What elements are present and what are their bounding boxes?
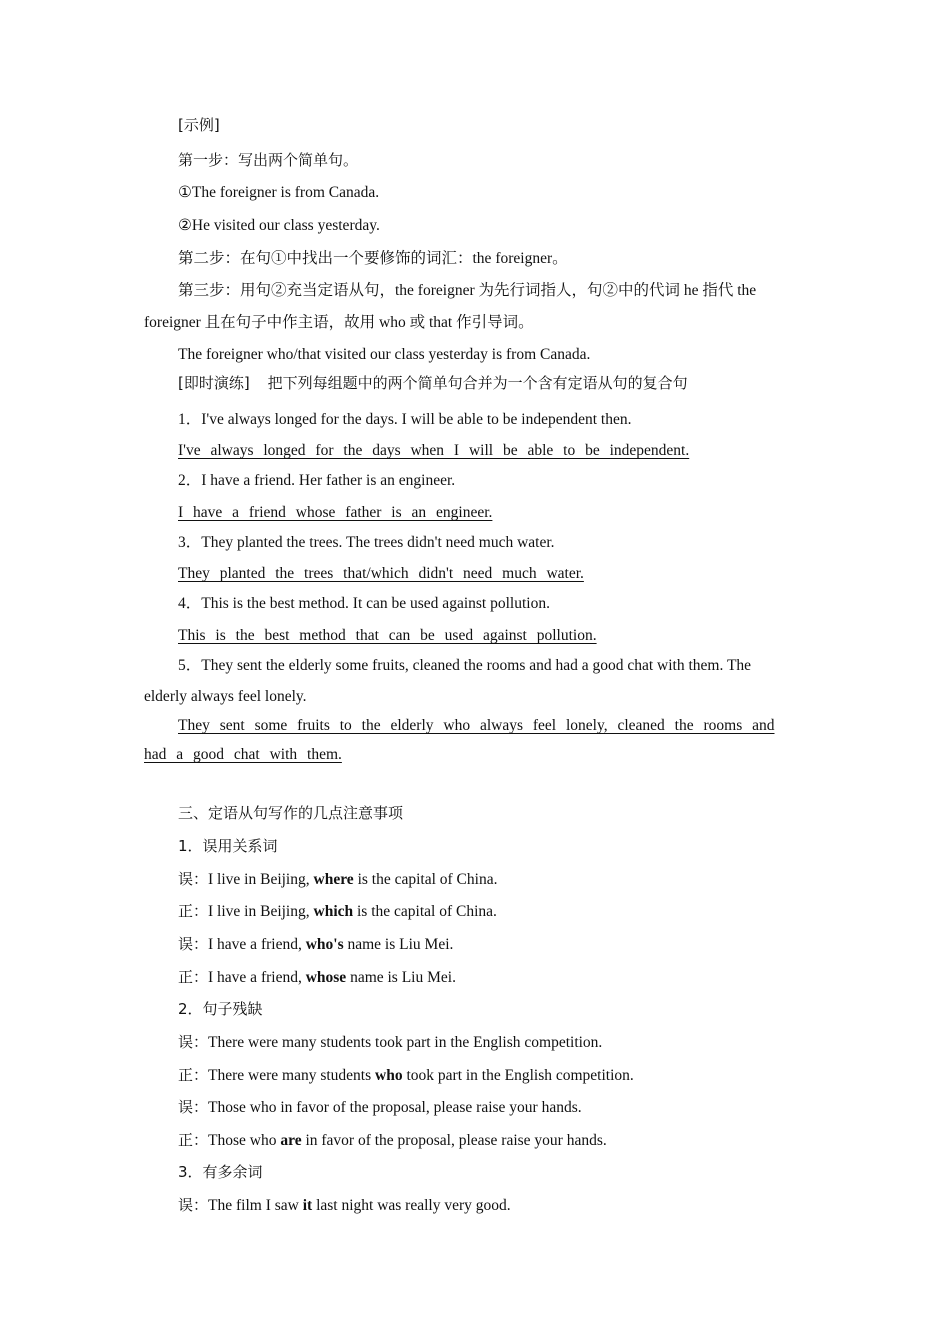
practice-header: [178, 373, 810, 394]
example-text: took part in the English competition.: [402, 1067, 634, 1084]
example-text: Those who in favor of the proposal, please raise your hands.: [208, 1099, 582, 1116]
notes-subheading-3: 3．有多余词: [178, 1163, 263, 1181]
example-text: The film I saw: [208, 1197, 303, 1214]
example-text: I live in Beijing,: [208, 871, 314, 888]
wrong-label: 误：: [178, 935, 209, 953]
practice-answer-1: I've always longed for the days when I will be able to be independent.: [178, 442, 690, 459]
example-text: is the capital of China.: [353, 903, 497, 920]
practice-question-5-line2: elderly always feel lonely.: [144, 688, 307, 705]
simple-sentence-2: ②He visited our class yesterday.: [178, 217, 380, 234]
wrong-label: 误：: [178, 1098, 209, 1116]
example-text: name is Liu Mei.: [343, 936, 454, 953]
right-example-4: [178, 1130, 810, 1151]
practice-answer-5-line2: had a good chat with them.: [144, 746, 342, 763]
wrong-example-3: [178, 1032, 810, 1053]
example-text: I have a friend,: [208, 969, 306, 986]
notes-subheading-2: 2．句子残缺: [178, 1000, 263, 1018]
right-label: 正：: [178, 902, 209, 920]
example-keyword: where: [313, 871, 354, 888]
combined-sentence: The foreigner who/that visited our class yesterday is from Canada.: [178, 346, 591, 363]
practice-heading: [即时演练]: [178, 374, 250, 392]
notes-heading: 三、定语从句写作的几点注意事项: [178, 804, 404, 822]
right-example-1: [178, 901, 810, 922]
example-keyword: whose: [305, 969, 347, 986]
wrong-example-2: [178, 934, 810, 955]
example-text: last night was really very good.: [312, 1197, 511, 1214]
practice-answer-2: I have a friend whose father is an engineer.: [178, 504, 493, 521]
right-label: 正：: [178, 1131, 209, 1149]
wrong-label: 误：: [178, 870, 209, 888]
practice-question-5-line1: 5．They sent the elderly some fruits, cleaned the rooms and had a good chat with them. The: [178, 657, 752, 674]
example-keyword: are: [280, 1132, 302, 1149]
example-text: I live in Beijing,: [208, 903, 314, 920]
example-text: is the capital of China.: [353, 871, 498, 888]
example-keyword: it: [302, 1197, 313, 1214]
notes-subheading-1: 1．误用关系词: [178, 837, 278, 855]
step-one: 第一步：写出两个简单句。: [178, 151, 359, 169]
practice-answer-5-line1: They sent some fruits to the elderly who always feel lonely, cleaned the rooms and: [178, 717, 775, 734]
step-three-line1: 第三步：用句②充当定语从句，the foreigner 为先行词指人，句②中的代词 he 指代 the: [178, 282, 757, 299]
step-two: 第二步：在句①中找出一个要修饰的词汇：the foreigner。: [178, 250, 568, 267]
wrong-example-5: [178, 1195, 810, 1216]
example-text: I have a friend,: [208, 936, 306, 953]
practice-answer-3: They planted the trees that/which didn't need much water.: [178, 565, 584, 582]
wrong-label: 误：: [178, 1033, 209, 1051]
right-label: 正：: [178, 968, 209, 986]
step-three-line2: foreigner 且在句子中作主语，故用 who 或 that 作引导词。: [144, 314, 534, 331]
right-example-2: [178, 967, 810, 988]
wrong-example-4: [178, 1097, 810, 1118]
right-example-3: [178, 1065, 810, 1086]
example-keyword: who: [375, 1067, 403, 1084]
example-keyword: who's: [305, 936, 344, 953]
practice-question-3: 3．They planted the trees. The trees didn't need much water.: [178, 534, 555, 551]
right-label: 正：: [178, 1066, 209, 1084]
practice-question-4: 4．This is the best method. It can be used against pollution.: [178, 595, 550, 612]
example-text: There were many students took part in the English competition.: [208, 1034, 603, 1051]
simple-sentence-1: ①The foreigner is from Canada.: [178, 184, 380, 201]
wrong-example-1: [178, 869, 810, 890]
example-text: Those who: [208, 1132, 281, 1149]
example-text: There were many students: [208, 1067, 376, 1084]
example-keyword: which: [313, 903, 354, 920]
wrong-label: 误：: [178, 1196, 209, 1214]
example-text: in favor of the proposal, please raise your hands.: [301, 1132, 607, 1149]
example-text: name is Liu Mei.: [346, 969, 456, 986]
practice-answer-4: This is the best method that can be used against pollution.: [178, 627, 597, 644]
practice-instruction: 把下列每组题中的两个简单句合并为一个含有定语从句的复合句: [267, 374, 688, 392]
practice-question-1: 1．I've always longed for the days. I will be able to be independent then.: [178, 411, 632, 428]
example-heading: [示例]: [178, 116, 220, 134]
practice-question-2: 2．I have a friend. Her father is an engineer.: [178, 472, 456, 489]
